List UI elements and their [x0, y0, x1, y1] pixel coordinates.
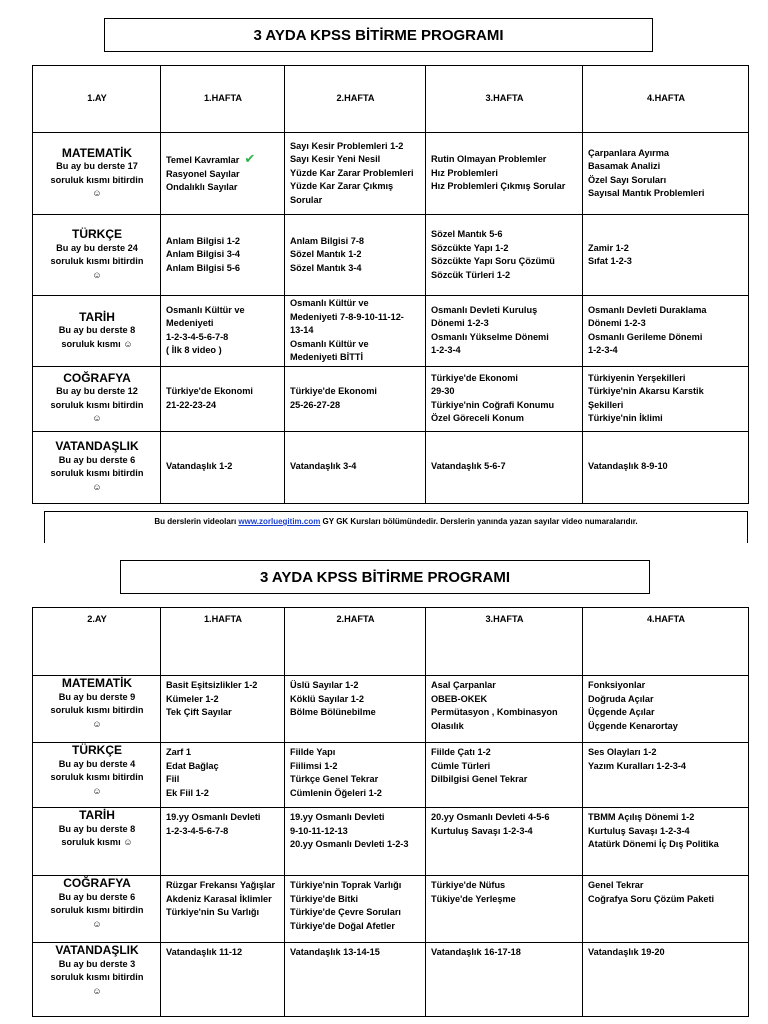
topic-line: Sayısal Mantık Problemleri [588, 188, 705, 198]
program-title-1: 3 AYDA KPSS BİTİRME PROGRAMI [104, 18, 653, 52]
topic-line: Zarf 1 [166, 747, 192, 757]
subject-cell [33, 743, 161, 808]
subject-note-line: Bu ay bu derste 4 [58, 758, 136, 769]
topic-line: Türkiye'de Doğal Afetler [290, 920, 395, 931]
note-text-after: GY GK Kursları bölümündedir. Derslerin yanında yazan sayılar video numaralarıdır. [320, 517, 638, 526]
topic-line: Yüzde Kar Zarar Problemleri [290, 167, 414, 178]
topic-line: Yazım Kuralları 1-2-3-4 [588, 760, 687, 771]
topic-line: Türkiye'nin Toprak Varlığı [290, 880, 402, 890]
week-cell [161, 215, 285, 296]
topic-line: Çarpanlara Ayırma [588, 147, 670, 158]
topic-line: Vatandaşlık 8-9-10 [588, 461, 668, 472]
subject-note-line: soruluk kısmı bitirdin [50, 399, 144, 410]
topic-line: Dönemi 1-2-3 [431, 318, 489, 329]
week-cell [161, 943, 285, 1017]
subject-row [33, 876, 749, 943]
topic-line: 29-30 [431, 386, 455, 396]
topic-line: Ondalıklı Sayılar [166, 182, 238, 193]
week-cell [426, 676, 583, 743]
topic-line: Cümle Türleri [431, 760, 491, 771]
note-text-before: Bu derslerin videoları [154, 517, 239, 526]
week-cell [426, 808, 583, 876]
website-link[interactable]: www.zorluegitim.com [238, 517, 321, 526]
subject-note-line: soruluk kısmı bitirdin [50, 972, 144, 982]
topic-line: Temel Kavramlar ✔ [166, 151, 256, 167]
topic-line: Türkiye'de Ekonomi [166, 386, 253, 396]
subject-cell [33, 676, 161, 743]
subject-cell [33, 808, 161, 876]
topic-line: Hız Problemleri [431, 167, 498, 178]
topic-line: Anlam Bilgisi 3-4 [166, 249, 241, 260]
week-cell [583, 366, 749, 431]
subject-note-line: ☺ [92, 481, 102, 492]
week-cell [583, 808, 749, 876]
topic-line: Türkiye'de Nüfus [431, 880, 506, 890]
subject-note-line: ☺ [92, 188, 102, 198]
week-cell [583, 743, 749, 808]
subject-name: TÜRKÇE [72, 743, 122, 757]
subject-name: TÜRKÇE [72, 227, 122, 241]
week-cell [161, 296, 285, 367]
topic-line: 19.yy Osmanlı Devleti [166, 812, 261, 822]
subject-note-line: soruluk kısmı bitirdin [50, 174, 144, 185]
subject-note-line: soruluk kısmı bitirdin [50, 905, 144, 915]
week-cell [583, 215, 749, 296]
subject-note-line: soruluk kısmı ☺ [61, 837, 133, 847]
week-header: 3.HAFTA [426, 66, 583, 133]
month-label: 1.AY [33, 66, 161, 133]
week-cell [285, 743, 426, 808]
topic-line: Osmanlı Kültür ve [290, 338, 369, 349]
subject-note-line: Bu ay bu derste 3 [58, 958, 136, 969]
week-cell [161, 743, 285, 808]
topic-line: 1-2-3-4-5-6-7-8 [166, 825, 229, 836]
topic-line: Türkiye'de Çevre Soruları [290, 907, 401, 917]
subject-note-line: Bu ay bu derste 17 [56, 161, 138, 171]
subject-name: VATANDAŞLIK [55, 439, 139, 453]
topic-line: Türkiye'nin Su Varlığı [166, 907, 260, 917]
topic-line: Coğrafya Soru Çözüm Paketi [588, 893, 715, 904]
week-header: 4.HAFTA [583, 66, 749, 133]
topic-line: 1-2-3-4 [588, 345, 618, 356]
topic-line: Fonksiyonlar [588, 680, 646, 690]
subject-row [33, 431, 749, 503]
topic-line: Vatandaşlık 5-6-7 [431, 461, 506, 472]
topic-line: Türkiye'nin Coğrafi Konumu [431, 399, 555, 410]
topic-line: Osmanlı Kültür ve [290, 298, 369, 308]
topic-line: ( İlk 8 video ) [166, 345, 222, 356]
topic-line: Yüzde Kar Zarar Çıkmış [290, 181, 394, 192]
topic-line: Sayı Kesir Problemleri 1-2 [290, 140, 404, 151]
topic-line: Osmanlı Gerileme Dönemi [588, 331, 703, 342]
subject-note-line: soruluk kısmı ☺ [61, 338, 133, 349]
subject-cell [33, 876, 161, 943]
subject-note-line: Bu ay bu derste 8 [58, 823, 136, 834]
month-2-table [32, 607, 749, 1017]
subject-note-line: Bu ay bu derste 8 [58, 325, 136, 335]
week-cell [426, 876, 583, 943]
subject-cell [33, 431, 161, 503]
topic-line: Basit Eşitsizlikler 1-2 [166, 680, 258, 690]
topic-line: Bölme Bölünebilme [290, 707, 376, 717]
week-cell [285, 676, 426, 743]
topic-line: Özel Sayı Soruları [588, 174, 667, 185]
topic-line: Sayı Kesir Yeni Nesil [290, 154, 381, 165]
subject-cell [33, 943, 161, 1017]
topic-line: 9-10-11-12-13 [290, 825, 348, 836]
topic-line: Dilbilgisi Genel Tekrar [431, 774, 528, 784]
topic-line: Vatandaşlık 16-17-18 [431, 947, 521, 957]
subject-row [33, 366, 749, 431]
topic-line: TBMM Açılış Dönemi 1-2 [588, 812, 695, 822]
week-cell [285, 366, 426, 431]
topic-line: Kurtuluş Savaşı 1-2-3-4 [588, 825, 690, 836]
topic-line: Türkiye'nin Akarsu Karstik [588, 386, 704, 396]
topic-line: Basamak Analizi [588, 161, 661, 171]
week-header: 3.HAFTA [426, 608, 583, 676]
week-cell [426, 215, 583, 296]
week-cell [161, 676, 285, 743]
topic-line: 20.yy Osmanlı Devleti 4-5-6 [431, 812, 550, 822]
topic-line: Fiilimsi 1-2 [290, 760, 338, 771]
subject-cell [33, 133, 161, 215]
topic-line: Edat Bağlaç [166, 760, 219, 771]
topic-line: Vatandaşlık 11-12 [166, 947, 243, 957]
week-cell [285, 431, 426, 503]
subject-note-line: soruluk kısmı bitirdin [50, 772, 144, 782]
week-cell [583, 133, 749, 215]
topic-line: Medeniyeti [166, 318, 214, 329]
topic-line: Genel Tekrar [588, 880, 644, 890]
topic-line: Osmanlı Devleti Duraklama [588, 304, 707, 315]
topic-line: Kurtuluş Savaşı 1-2-3-4 [431, 825, 533, 836]
topic-line: Sıfat 1-2-3 [588, 256, 632, 266]
topic-line: Sözcük Türleri 1-2 [431, 269, 511, 280]
topic-line: Atatürk Dönemi İç Dış Politika [588, 839, 719, 849]
topic-line: Vatandaşlık 1-2 [166, 461, 233, 472]
topic-line: Türkiye'de Ekonomi [431, 372, 518, 383]
week-cell [161, 133, 285, 215]
topic-line: Fiilde Çatı 1-2 [431, 747, 491, 757]
week-cell [426, 743, 583, 808]
subject-note-line: ☺ [92, 918, 102, 929]
checkmark-icon: ✔ [244, 151, 256, 167]
week-header: 2.HAFTA [285, 66, 426, 133]
subject-note-line: Bu ay bu derste 12 [56, 386, 138, 396]
topic-line: Osmanlı Kültür ve [166, 304, 245, 315]
week-cell [583, 676, 749, 743]
topic-line: Fiil [166, 774, 180, 784]
topic-line: Türkçe Genel Tekrar [290, 774, 379, 784]
topic-line: 13-14 [290, 325, 314, 335]
topic-line: 21-22-23-24 [166, 399, 217, 410]
subject-note-line: Bu ay bu derste 6 [58, 454, 136, 465]
week-cell [426, 133, 583, 215]
subject-row [33, 133, 749, 215]
subject-note-line: Bu ay bu derste 6 [58, 891, 136, 902]
week-cell [161, 431, 285, 503]
subject-cell [33, 296, 161, 367]
subject-row [33, 808, 749, 876]
topic-line: Dönemi 1-2-3 [588, 318, 646, 329]
topic-line: Sözcükte Yapı 1-2 [431, 242, 509, 253]
subject-name: VATANDAŞLIK [55, 943, 139, 957]
topic-line: Hız Problemleri Çıkmış Sorular [431, 181, 566, 192]
week-header: 2.HAFTA [285, 608, 426, 676]
topic-line: Üslü Sayılar 1-2 [290, 680, 359, 690]
topic-line: Türkiye'nin İklimi [588, 413, 663, 423]
month-1-table [32, 65, 749, 504]
subject-row [33, 676, 749, 743]
subject-note-line: ☺ [92, 718, 102, 729]
topic-line: Vatandaşlık 13-14-15 [290, 947, 380, 957]
week-cell [426, 296, 583, 367]
subject-note-line: Bu ay bu derste 9 [58, 691, 136, 702]
topic-line: Tek Çift Sayılar [166, 707, 232, 717]
topic-line: Sorular [290, 194, 323, 205]
topic-line: Sözel Mantık 3-4 [290, 262, 362, 273]
topic-line: Anlam Bilgisi 1-2 [166, 235, 241, 246]
topic-line: Osmanlı Yükselme Dönemi [431, 331, 549, 342]
topic-line: Fiilde Yapı [290, 747, 336, 757]
topic-line: Şekilleri [588, 399, 624, 410]
topic-line: Özel Göreceli Konum [431, 413, 524, 423]
topic-line: Vatandaşlık 19-20 [588, 947, 665, 957]
subject-note-line: ☺ [92, 785, 102, 796]
week-cell [285, 133, 426, 215]
topic-line: Türkiye'de Bitki [290, 893, 359, 904]
topic-line: 20.yy Osmanlı Devleti 1-2-3 [290, 839, 409, 849]
week-cell [285, 943, 426, 1017]
subject-row [33, 943, 749, 1017]
topic-line: Rutin Olmayan Problemler [431, 154, 547, 165]
week-cell [161, 876, 285, 943]
topic-line: OBEB-OKEK [431, 693, 488, 704]
topic-line: Sözel Mantık 1-2 [290, 249, 362, 260]
topic-line: Kümeler 1-2 [166, 693, 219, 704]
topic-line: Ses Olayları 1-2 [588, 747, 657, 757]
subject-name: MATEMATİK [61, 676, 133, 690]
topic-line: Permütasyon , Kombinasyon [431, 707, 558, 717]
topic-line: Vatandaşlık 3-4 [290, 461, 357, 472]
subject-note-line: soruluk kısmı bitirdin [50, 256, 144, 266]
topic-line: 19.yy Osmanlı Devleti [290, 812, 385, 822]
subject-name: COĞRAFYA [63, 876, 131, 890]
month-2-header-row [33, 608, 749, 676]
topic-line: Osmanlı Devleti Kuruluş [431, 304, 538, 315]
topic-line: Üçgende Kenarortay [588, 720, 678, 731]
topic-line: Köklü Sayılar 1-2 [290, 693, 365, 704]
topic-line: Türkiyenin Yerşekilleri [588, 372, 686, 383]
week-cell [583, 431, 749, 503]
topic-line: Rasyonel Sayılar [166, 168, 240, 179]
subject-cell [33, 366, 161, 431]
topic-line: Anlam Bilgisi 5-6 [166, 262, 241, 273]
topic-line: Doğruda Açılar [588, 693, 654, 704]
topic-line: Anlam Bilgisi 7-8 [290, 235, 365, 246]
topic-line: Medeniyeti 7-8-9-10-11-12- [290, 311, 404, 322]
topic-line: Tükiye'de Yerleşme [431, 893, 516, 904]
week-cell [583, 876, 749, 943]
topic-line: 1-2-3-4-5-6-7-8 [166, 331, 229, 342]
subject-note-line: ☺ [92, 985, 102, 996]
video-note [44, 511, 748, 543]
subject-note-line: soruluk kısmı bitirdin [50, 705, 144, 715]
week-cell [426, 431, 583, 503]
topic-line: Cümlenin Öğeleri 1-2 [290, 787, 382, 798]
week-cell [583, 296, 749, 367]
topic-line: Rüzgar Frekansı Yağışlar [166, 880, 276, 890]
subject-name: COĞRAFYA [63, 370, 131, 385]
week-cell [426, 366, 583, 431]
month-1-header-row [33, 66, 749, 133]
topic-line: 1-2-3-4 [431, 345, 461, 356]
topic-line: 25-26-27-28 [290, 399, 341, 410]
week-header: 1.HAFTA [161, 66, 285, 133]
program-title-2: 3 AYDA KPSS BİTİRME PROGRAMI [120, 560, 650, 594]
topic-line: Ek Fiil 1-2 [166, 787, 209, 798]
week-header: 1.HAFTA [161, 608, 285, 676]
subject-row [33, 296, 749, 367]
week-cell [285, 808, 426, 876]
week-cell [583, 943, 749, 1017]
month-label: 2.AY [33, 608, 161, 676]
subject-name: TARİH [79, 309, 115, 324]
week-header: 4.HAFTA [583, 608, 749, 676]
topic-line: Sözel Mantık 5-6 [431, 229, 503, 239]
week-cell [285, 296, 426, 367]
topic-line: Türkiye'de Ekonomi [290, 386, 377, 396]
topic-line: Olasılık [431, 720, 464, 731]
topic-line: Asal Çarpanlar [431, 680, 496, 690]
subject-cell [33, 215, 161, 296]
subject-row [33, 215, 749, 296]
subject-note-line: ☺ [92, 269, 102, 280]
week-cell [161, 808, 285, 876]
week-cell [285, 215, 426, 296]
topic-line: Zamir 1-2 [588, 242, 629, 253]
subject-note-line: ☺ [92, 413, 102, 423]
topic-line: Üçgende Açılar [588, 707, 655, 717]
subject-row [33, 743, 749, 808]
subject-note-line: Bu ay bu derste 24 [56, 242, 138, 253]
topic-line: Akdeniz Karasal İklimler [166, 893, 272, 904]
subject-note-line: soruluk kısmı bitirdin [50, 468, 144, 478]
subject-name: MATEMATİK [61, 145, 133, 160]
subject-name: TARİH [79, 808, 115, 822]
topic-line: Sözcükte Yapı Soru Çözümü [431, 256, 555, 266]
week-cell [161, 366, 285, 431]
week-cell [426, 943, 583, 1017]
week-cell [285, 876, 426, 943]
topic-line: Medeniyeti BİTTİ [290, 352, 363, 362]
